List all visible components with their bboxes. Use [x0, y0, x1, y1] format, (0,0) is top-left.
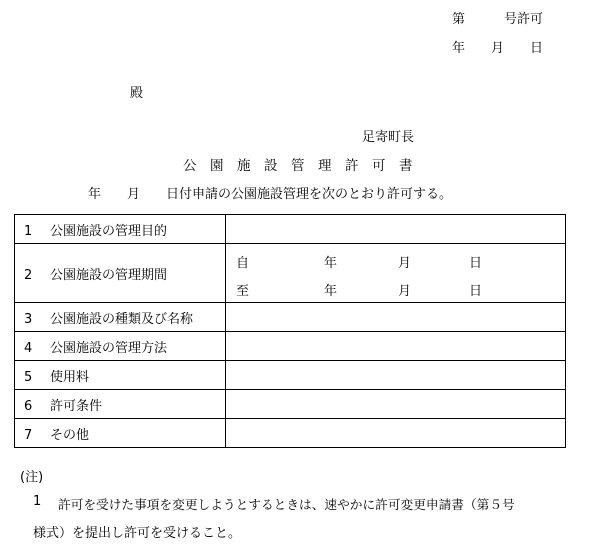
period-from-prefix: 自 — [236, 256, 250, 271]
table-row — [15, 419, 566, 448]
notes-heading: (注) — [20, 470, 44, 485]
row-label — [15, 361, 226, 390]
period-to — [226, 273, 565, 301]
addressee: 殿 — [130, 86, 144, 101]
row-label — [15, 244, 226, 303]
table-row — [15, 361, 566, 390]
table-row — [15, 303, 566, 332]
period-from — [226, 245, 565, 273]
row-label-text: その他 — [50, 427, 90, 443]
period-to-year: 年 — [324, 284, 338, 299]
row-label — [15, 390, 226, 419]
period-cell — [226, 244, 566, 303]
period-to-day: 日 — [469, 284, 483, 299]
row-label-text: 公園施設の種類及び名称 — [50, 311, 194, 327]
row-number: 7 — [24, 427, 33, 443]
period-from-day: 日 — [469, 256, 483, 271]
row-label-text: 公園施設の管理目的 — [50, 223, 168, 239]
table-row — [15, 244, 566, 303]
table-row — [15, 215, 566, 244]
intro-text: 年 月 日付申請の公園施設管理を次のとおり許可する。 — [88, 187, 453, 202]
row-label-text: 公園施設の管理期間 — [50, 267, 168, 283]
issue-date: 年 月 日 — [452, 41, 544, 56]
row-value — [226, 215, 566, 244]
row-label-text: 使用料 — [50, 369, 90, 385]
period-from-month: 月 — [398, 256, 412, 271]
row-number: 6 — [24, 398, 33, 414]
period-from-year: 年 — [324, 256, 338, 271]
row-value — [226, 419, 566, 448]
note-line-1: 許可を受けた事項を変更しようとするときは、速やかに許可変更申請書（第５号 — [58, 497, 515, 512]
row-value — [226, 332, 566, 361]
table-row — [15, 390, 566, 419]
period-to-prefix: 至 — [236, 284, 250, 299]
row-label-text: 公園施設の管理方法 — [50, 340, 168, 356]
row-value — [226, 303, 566, 332]
permit-number: 第 号許可 — [452, 12, 544, 27]
row-number: 1 — [24, 223, 33, 239]
issuer: 足寄町長 — [362, 130, 415, 145]
row-label — [15, 332, 226, 361]
row-number: 2 — [24, 267, 33, 283]
document-title: 公 園 施 設 管 理 許 可 書 — [183, 158, 413, 174]
permit-table — [14, 214, 566, 448]
row-label — [15, 419, 226, 448]
row-label — [15, 215, 226, 244]
row-label — [15, 303, 226, 332]
table-row — [15, 332, 566, 361]
row-value — [226, 390, 566, 419]
note-line-2: 様式）を提出し許可を受けること。 — [33, 526, 242, 541]
row-label-text: 許可条件 — [50, 398, 103, 414]
row-number: 3 — [24, 311, 33, 327]
row-number: 5 — [24, 369, 33, 385]
row-number: 4 — [24, 340, 33, 356]
row-value — [226, 361, 566, 390]
note-number: 1 — [33, 494, 42, 509]
period-to-month: 月 — [398, 284, 412, 299]
